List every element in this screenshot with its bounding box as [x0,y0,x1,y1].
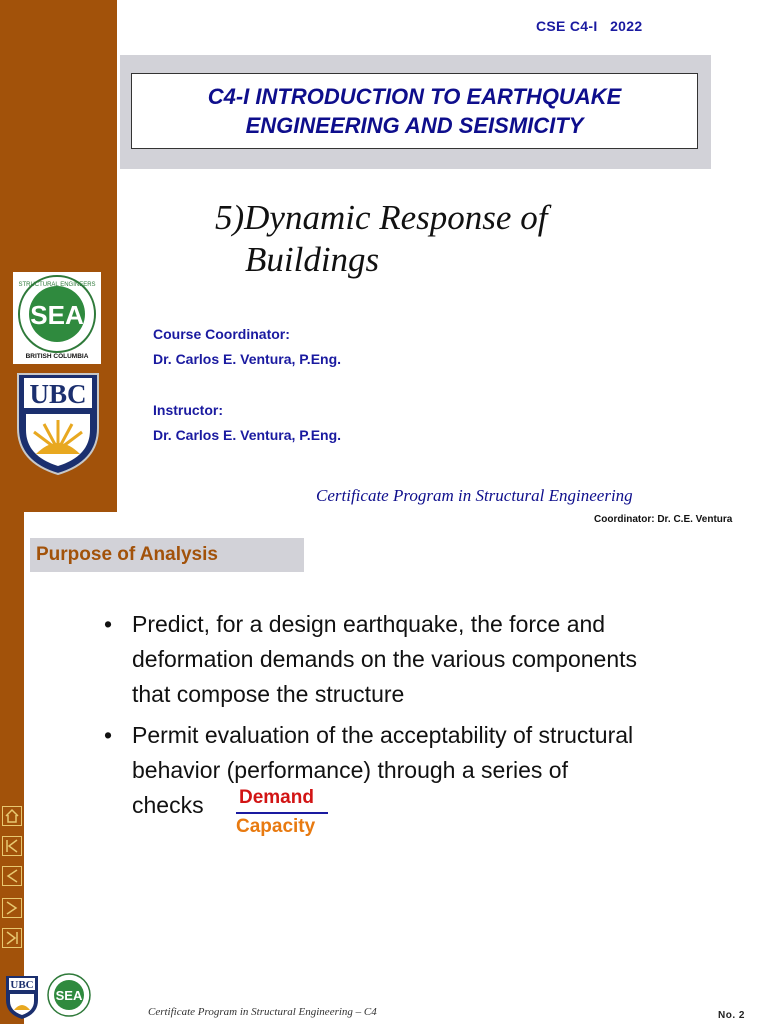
home-button[interactable] [2,806,22,826]
coordinator-name: Dr. Carlos E. Ventura, P.Eng. [153,351,342,367]
bullet-icon: • [104,611,113,637]
fraction-numerator: Demand [239,787,314,808]
instructor-name: Dr. Carlos E. Ventura, P.Eng. [153,427,342,443]
program-coordinator: Coordinator: Dr. C.E. Ventura [594,514,733,525]
footer-sea-logo [46,972,92,1020]
lecture-title [215,197,645,281]
svg-text:STRUCTURAL ENGINEERS: STRUCTURAL ENGINEERS [18,282,96,288]
course-title-line2: ENGINEERING AND SEISMICITY [245,113,584,138]
sea-logo [13,272,101,364]
bullet-text: Predict, for a design earthquake, the force and deformation demands on the various components that compose the structure [132,611,638,707]
previous-page-icon [3,867,21,885]
bullet-icon: • [104,722,113,748]
list-item [104,718,664,823]
course-title-box [131,73,698,149]
footer-ubc-logo [4,974,40,1020]
staff-info [153,322,341,448]
bullet-tail-after: checks [132,792,204,818]
next-page-button[interactable] [2,898,22,918]
footer-text: Certificate Program in Structural Engineering – C4 [148,1006,377,1018]
course-title [208,82,622,140]
lecture-title-line1: 5)Dynamic Response of [215,198,548,237]
last-page-button[interactable] [2,928,22,948]
instructor-label: Instructor: [153,402,223,418]
ubc-logo [14,370,102,476]
first-page-button[interactable] [2,836,22,856]
coordinator-label: Course Coordinator: [153,326,290,342]
bullet-list [104,607,664,829]
page-number: No. 2 [718,1010,745,1021]
lecture-title-line2: Buildings [245,240,380,279]
list-item [104,607,664,712]
course-title-line1: C4-I INTRODUCTION TO EARTHQUAKE [207,84,622,109]
home-icon [3,807,21,825]
fraction-placeholder [568,768,662,778]
previous-page-button[interactable] [2,866,22,886]
fraction-line [236,812,328,814]
svg-text:UBC: UBC [10,979,34,991]
svg-text:SEA: SEA [55,988,83,1003]
course-code: CSE C4-I 2022 [536,18,643,34]
program-name: Certificate Program in Structural Engineering [316,486,633,505]
bullet-tail-before: series of [481,757,568,783]
fraction-denominator: Capacity [236,816,316,837]
last-page-icon [3,929,21,947]
svg-text:SEA: SEA [30,300,84,330]
svg-text:BRITISH COLUMBIA: BRITISH COLUMBIA [25,353,89,360]
slide-heading: Purpose of Analysis [36,544,218,565]
title-slide [0,0,768,512]
bullet-text: Permit evaluation of the acceptability of structural behavior (performance) through a [132,722,634,783]
first-page-icon [3,837,21,855]
svg-text:UBC: UBC [29,379,87,409]
next-page-icon [3,899,21,917]
